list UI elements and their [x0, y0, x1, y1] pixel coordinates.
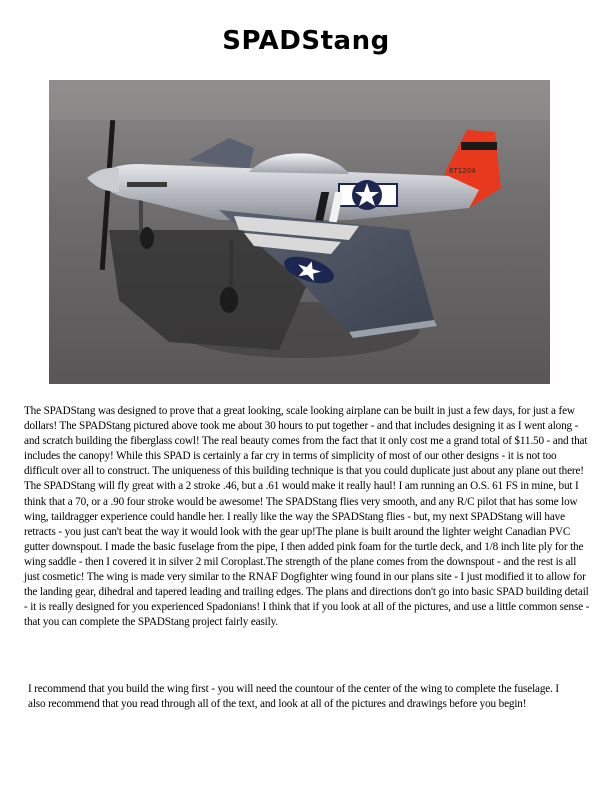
build-recommendation-paragraph: I recommend that you build the wing first - you will need the countour of the center of the wing to complete the fuselage. I also recommend that you read through all of the text, and look at all of the pictures and drawings before you begin! [28, 683, 559, 711]
tail-code: 6T1204 [449, 167, 476, 175]
airplane-photo [49, 80, 550, 384]
description-paragraph: The SPADStang was designed to prove that a great looking, scale looking airplane can be built in just a few days, for just a few dollars! The SPADStang pictured above took me about 30 hours to put together - and that includes designing it as I went along - and scratch building the fiberglass cowl! The real beauty comes from the fact that it only cost me a grand total of $11.50 - and that includes the canopy! While this SPAD is certainly a far cry in terms of simplicity of most of our other designs - it is not too difficult over all to construct. The uniqueness of this building technique is that you could duplicate just about any plane out there! The SPADStang will fly great with a 2 stroke .46, but a .61 would make it really haul! I am running an O.S. 61 FS in mine, but I think that a 70, or a .90 four stroke would be awesome! The SPADStang flies very smooth, and any R/C pilot that has some low wing, taildragger experience could handle her. I really like the way the SPADStang flies - but, my next SPADStang will have retracts - you just can't beat the way it would look with the gear up!The plane is built around the lighter weight Canadian PVC gutter downspout. I made the basic fuselage from the pipe, I then added pink foam for the turtle deck, and 1/8 inch lite ply for the wing saddle - then I covered it in silver 2 mil Coroplast.The strength of the plane comes from the downspout - and the rest is all just cosmetic! The wing is made very similar to the RNAF Dogfighter wing found in our plans site - I just modified it to allow for the landing gear, dihedral and tapered leading and trailing edges. The plans and directions don't go into basic SPAD building detail - it is really designed for you experienced Spadonians! I think that if you look at all of the pictures, and use a little common sense - that you can complete the SPADStang project fairly easily. [24, 405, 590, 629]
page-title: SPADStang [222, 26, 390, 56]
